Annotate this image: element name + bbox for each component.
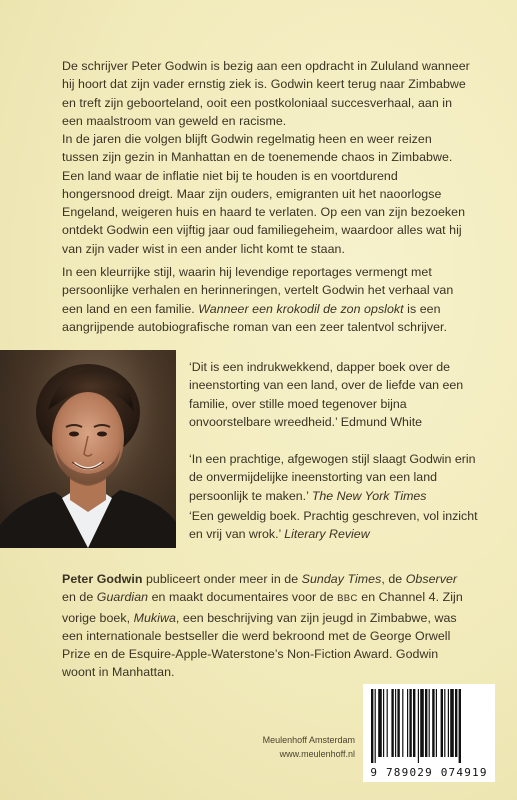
barcode-bar bbox=[397, 689, 399, 757]
quote-text: ‘In een prachtige, afgewogen stijl slaagt Godwin erin de onvermijdelijke ineenstorting van een land persoonlijk te maken.’ bbox=[189, 452, 476, 503]
quote-source: The New York Times bbox=[311, 488, 427, 503]
barcode-bar bbox=[378, 689, 382, 757]
quote-source: Literary Review bbox=[284, 527, 370, 542]
isbn-number: 9 789029 074919 bbox=[370, 766, 488, 779]
quote-text: ‘Dit is een indrukwekkend, dapper boek over de ineenstorting van een land, over de liefde van een familie, over stille moed tegenover bijna onvoorstelbare wreedheid.’ bbox=[189, 360, 464, 429]
barcode-bar bbox=[395, 689, 396, 757]
barcode-bar bbox=[444, 689, 445, 757]
barcode-bar bbox=[448, 689, 449, 757]
barcode-bar bbox=[429, 689, 430, 757]
review-quote-3 bbox=[189, 507, 479, 544]
publication-name: Guardian bbox=[96, 590, 149, 605]
author-name: Peter Godwin bbox=[62, 572, 143, 586]
author-photo bbox=[0, 350, 176, 548]
blurb-paragraph-2: In de jaren die volgen blijft Godwin regelmatig heen en weer reizen tussen zijn gezin in Manhattan en de toenemende chaos in Zimbabwe. Een land waar de inflatie niet bij te houden is en voortdurend hongersnood dreigt. Maar zijn ouders, emigranten uit het naoorlogse Engeland, weigeren huis en haard te verlaten. Op een van zijn bezoeken ontdekt Godwin een vijftig jaar oud familiegeheim, waardoor alles wat hij van zijn vader wist in een ander licht komt te staan. bbox=[62, 132, 466, 256]
barcode-bar bbox=[425, 689, 427, 757]
barcode-bar bbox=[387, 689, 388, 757]
blurb-text: In een kleurrijke stijl, waarin hij levendige reportages vermengt met persoonlijke verhalen en herinneringen, vertelt Godwin het verhaal van een land en een familie. bbox=[62, 265, 454, 316]
barcode-bar bbox=[420, 689, 424, 757]
review-quote-2 bbox=[189, 450, 479, 505]
bio-text: en maakt documentaires voor de bbox=[148, 590, 338, 605]
publication-name: Observer bbox=[405, 572, 458, 586]
barcode-bar bbox=[418, 689, 419, 763]
quote-text: ‘Een geweldig boek. Prachtig geschreven, vol inzicht en vrij van wrok.’ bbox=[189, 509, 478, 542]
previous-book-title: Mukiwa bbox=[133, 610, 176, 625]
broadcaster-name: BBC bbox=[337, 593, 358, 605]
author-bio bbox=[62, 570, 472, 682]
quote-source: Edmund White bbox=[340, 414, 423, 429]
barcode-bar bbox=[409, 689, 411, 757]
barcode-bar bbox=[436, 689, 437, 757]
barcode-bar bbox=[375, 689, 376, 763]
author-portrait-illustration bbox=[0, 350, 176, 548]
blurb-paragraph-3 bbox=[62, 263, 472, 336]
barcode-bar bbox=[383, 689, 384, 757]
blurb-text: is een aangrijpende autobiografische roman van een zeer talentvol schrijver. bbox=[62, 301, 448, 334]
publisher-url: www.meulenhoff.nl bbox=[279, 749, 355, 759]
review-quote-1 bbox=[189, 358, 479, 431]
barcode-bar bbox=[371, 689, 373, 763]
book-title: Wanneer een krokodil de zon opslokt bbox=[198, 301, 404, 316]
publisher-info bbox=[233, 733, 355, 761]
barcode-bar bbox=[391, 689, 393, 757]
barcode-bar bbox=[455, 689, 457, 757]
barcode-bars bbox=[371, 689, 487, 763]
barcode-bar bbox=[450, 689, 454, 757]
isbn-barcode bbox=[363, 684, 495, 782]
barcode-bar bbox=[413, 689, 415, 757]
bio-text: , een beschrijving van zijn jeugd in Zimbabwe, was een internationale bestseller die werd bekroond met de George Orwell Prize en de Esquire-Apple-Waterstone’s Non-Fiction Award. Godwin woont in Manhattan. bbox=[62, 610, 457, 680]
bio-text: publiceert onder meer in de bbox=[142, 572, 302, 586]
publisher-name: Meulenhoff Amsterdam bbox=[262, 735, 355, 745]
barcode-bar bbox=[402, 689, 403, 757]
blurb-paragraph-1: De schrijver Peter Godwin is bezig aan een opdracht in Zululand wanneer hij hoort dat zijn vader ernstig ziek is. Godwin keert terug naar Zimbabwe en treft zijn geboorteland, ooit een postkoloniaal succesverhaal, aan in een maalstroom van geweld en racisme. bbox=[62, 59, 470, 128]
bio-text: en Channel 4. Zijn vorige boek, bbox=[62, 590, 463, 625]
publication-name: Sunday Times bbox=[301, 572, 382, 586]
bio-text: , de bbox=[381, 572, 406, 586]
barcode-bar bbox=[441, 689, 443, 757]
bio-text: en de bbox=[62, 590, 97, 605]
barcode-bar bbox=[432, 689, 434, 757]
barcode-bar bbox=[407, 689, 408, 757]
barcode-bar bbox=[459, 689, 461, 763]
